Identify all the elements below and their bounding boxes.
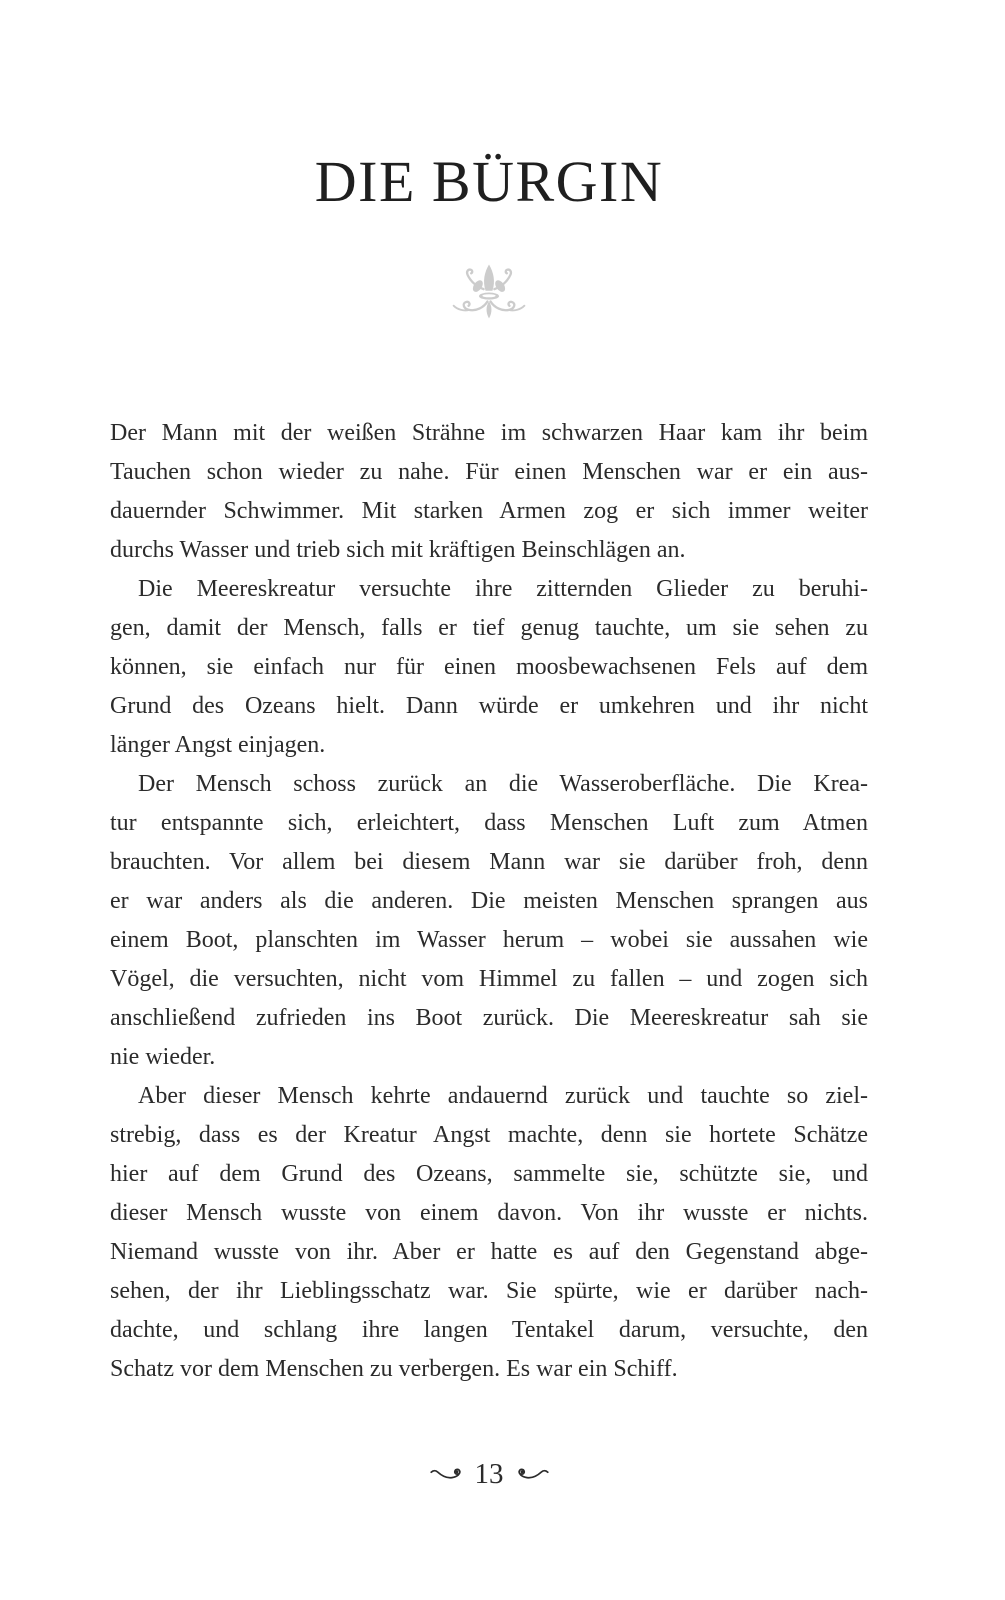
text-line: tur entspannte sich, erleichtert, dass Menschen Luft zum Atmen	[110, 810, 868, 836]
text-line: Vögel, die versuchten, nicht vom Himmel zu fallen – und zogen sich	[110, 966, 868, 992]
text-line: dieser Mensch wusste von einem davon. Von ihr wusste er nichts.	[110, 1200, 868, 1226]
text-line: können, sie einfach nur für einen moosbewachsenen Fels auf dem	[110, 654, 868, 680]
chapter-title: DIE BÜRGIN	[314, 149, 664, 214]
text-line: Der Mann mit der weißen Strähne im schwarzen Haar kam ihr beim	[110, 420, 868, 446]
text-line: durchs Wasser und trieb sich mit kräftigen Beinschlägen an.	[110, 537, 686, 563]
page-footer	[110, 1452, 868, 1496]
text-line: nie wieder.	[110, 1044, 216, 1070]
text-line: dauernder Schwimmer. Mit starken Armen zog er sich immer weiter	[110, 498, 868, 524]
fleur-de-lis-icon	[110, 263, 868, 323]
text-line: anschließend zufrieden ins Boot zurück. Die Meereskreatur sah sie	[110, 1005, 868, 1031]
text-line: Schatz vor dem Menschen zu verbergen. Es war ein Schiff.	[110, 1356, 678, 1382]
text-line: länger Angst einjagen.	[110, 732, 326, 758]
footer-flourish-right-icon	[513, 1467, 549, 1482]
text-line: Niemand wusste von ihr. Aber er hatte es auf den Gegenstand abge-	[110, 1239, 868, 1265]
text-line: hier auf dem Grund des Ozeans, sammelte sie, schützte sie, und	[110, 1161, 868, 1187]
footer-flourish-left-icon	[430, 1467, 466, 1482]
text-line: sehen, der ihr Lieblingsschatz war. Sie spürte, wie er darüber nach-	[110, 1278, 868, 1304]
body-text	[110, 414, 868, 1389]
text-line: strebig, dass es der Kreatur Angst machte, denn sie hortete Schätze	[110, 1122, 868, 1148]
text-line: einem Boot, planschten im Wasser herum – wobei sie aussahen wie	[110, 927, 868, 953]
text-line: er war anders als die anderen. Die meisten Menschen sprangen aus	[110, 888, 868, 914]
text-line: Aber dieser Mensch kehrte andauernd zurück und tauchte so ziel-	[138, 1083, 868, 1109]
page-number: 13	[474, 1457, 504, 1490]
text-line: gen, damit der Mensch, falls er tief genug tauchte, um sie sehen zu	[110, 615, 868, 641]
text-line: Tauchen schon wieder zu nahe. Für einen Menschen war er ein aus-	[110, 459, 868, 485]
text-line: Die Meereskreatur versuchte ihre zitternden Glieder zu beruhi-	[138, 576, 868, 602]
text-line: Grund des Ozeans hielt. Dann würde er umkehren und ihr nicht	[110, 693, 868, 719]
text-line: brauchten. Vor allem bei diesem Mann war sie darüber froh, denn	[110, 849, 868, 875]
text-line: dachte, und schlang ihre langen Tentakel darum, versuchte, den	[110, 1317, 868, 1343]
text-line: Der Mensch schoss zurück an die Wasseroberfläche. Die Krea-	[138, 771, 868, 797]
